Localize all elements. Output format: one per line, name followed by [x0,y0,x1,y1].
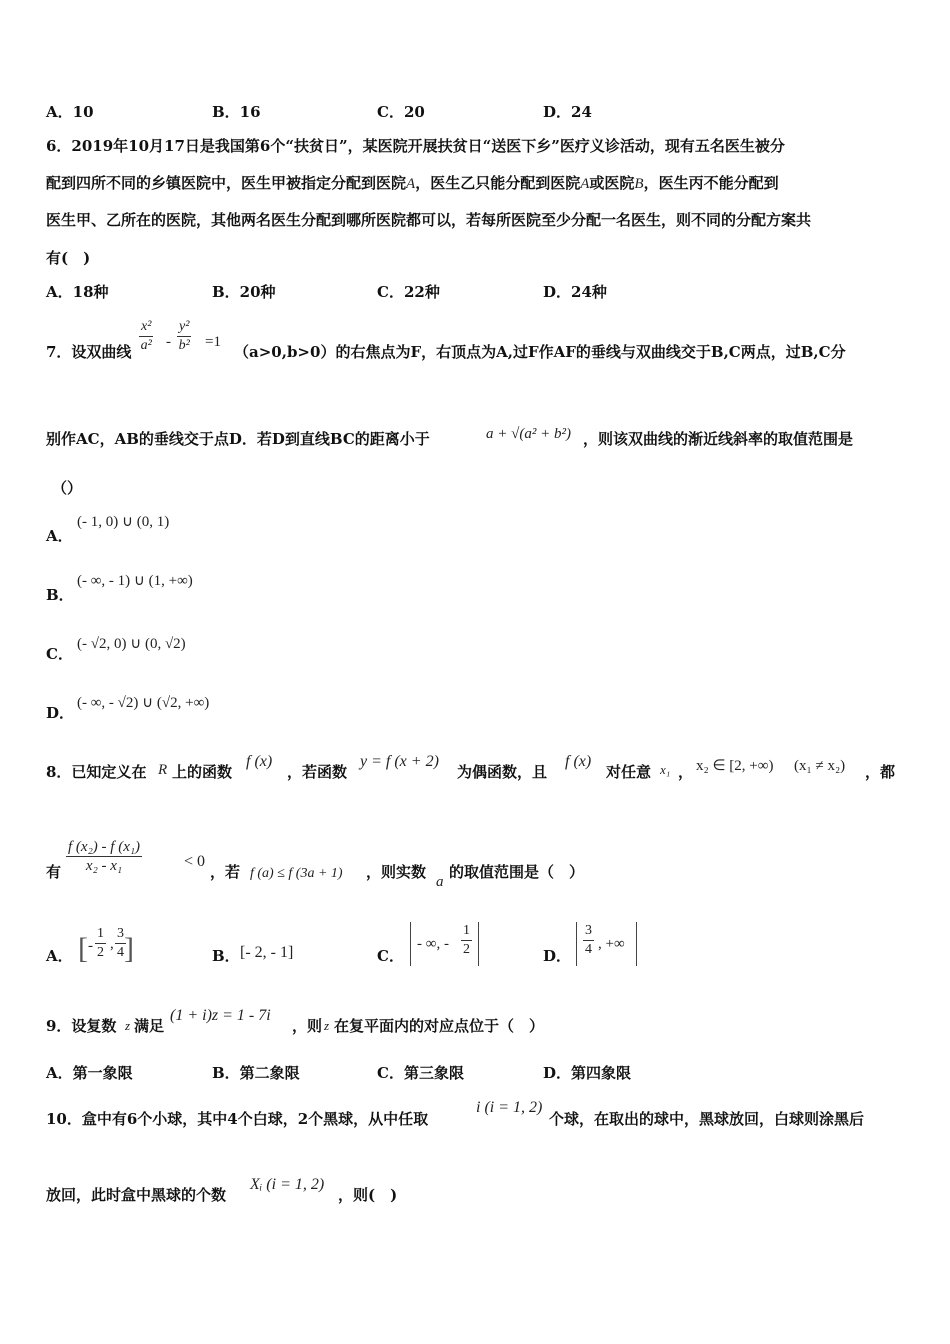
q8-y-eq: y = f (x + 2) [360,753,439,770]
q8-line-1c: ，若函数 [287,763,348,781]
q5-option-a: A．10 [46,103,94,121]
q8-inequality: f (a) ≤ f (3a + 1) [250,866,343,881]
q7-frac-x: $\frac{\text{x²}}{\text{a²}}$ [140,319,152,353]
q6-option-c: C．22种 [377,283,440,301]
q7-prefix: 7．设双曲线 [46,343,132,361]
q8-line-1b: 上的函数 [172,763,233,781]
q10-part-b: 个球，在取出的球中，黑球放回，白球则涂黑后 [549,1110,865,1128]
q7-option-c-label: C． [46,645,73,663]
q8-option-b-label: B． [212,947,240,965]
q9-part-d: 在复平面内的对应点位于（ ） [334,1017,545,1035]
q7-paren: （） [52,479,83,497]
q10-Xi: Xᵢ (i = 1, 2) [250,1176,325,1193]
q10-part-d: ，则( ) [338,1186,398,1204]
q8-comma: ， [678,763,694,781]
q9-part-c: ，则 [292,1017,323,1035]
q9-option-b: B．第二象限 [212,1064,300,1082]
q9-equation: (1 + i)z = 1 - 7i [170,1007,271,1024]
q7-condition: （a>0,b>0）的右焦点为F，右顶点为A,过F作AF的垂线与双曲线交于B,C两点，过B,C分 [234,343,846,361]
q8-line-1d: 为偶函数，且 [457,763,548,781]
q6-line-3: 医生甲、乙所在的医院，其他两名医生分配到哪所医院都可以，若每所医院至少分配一名医生，则不同的分配方案共 [46,211,812,229]
q5-option-b: B．16 [212,103,261,121]
q8-line-2b: ，则实数 [366,863,427,881]
q8-option-d-label: D． [543,947,572,965]
q8-R: R [158,762,168,778]
q8-fx-2: f (x) [565,753,592,770]
q9-option-a: A．第一象限 [46,1064,133,1082]
q6-option-d: D．24种 [543,283,607,301]
q10-part-a: 10．盒中有6个小球，其中4个白球，2个黑球，从中任取 [46,1110,429,1128]
q5-option-d: D．24 [543,103,592,121]
q7-option-c-value: (- √2, 0) ∪ (0, √2) [77,636,186,652]
q8-fx: f (x) [246,753,273,770]
q9-option-d: D．第四象限 [543,1064,632,1082]
q10-i-range: i (i = 1, 2) [476,1099,543,1116]
q6-line-4: 有( ) [46,249,91,267]
q5-option-c: C．20 [377,103,425,121]
q8-x1: x₁ [660,762,671,777]
q7-frac-y: $\frac{\text{y²}}{\text{b²}}$ [178,319,190,353]
q9-z-2: z [324,1018,330,1033]
q8-less-than-zero: < 0 [184,853,206,870]
q7-option-b-value: (- ∞, - 1) ∪ (1, +∞) [77,573,193,589]
q7-option-a-value: (- 1, 0) ∪ (0, 1) [77,514,170,530]
q7-minus: - [166,334,171,350]
q7-option-d-value: (- ∞, - √2) ∪ (√2, +∞) [77,695,210,711]
q7-line-2a: 别作AC，AB的垂线交于点D．若D到直线BC的距离小于 [46,430,430,448]
q8-x2-set: x₂ ∈ [2, +∞) [696,758,774,774]
q8-line-2a: ，若 [210,863,241,881]
q8-line-1e: 对任意 [606,763,652,781]
q6-option-a: A．18种 [46,283,109,301]
q9-z: z [125,1018,131,1033]
q6-line-1: 6．2019年10月17日是我国第6个“扶贫日”，某医院开展扶贫日“送医下乡”医疗义诊活动，现有五名医生被分 [46,137,785,155]
q7-line-2b: ，则该双曲线的渐近线斜率的取值范围是 [583,430,854,448]
q8-option-c-label: C． [377,947,404,965]
q9-part-a: 9．设复数 [46,1017,117,1035]
q8-line-2c: 的取值范围是（ ） [449,863,585,881]
q7-option-a-label: A． [46,527,73,545]
q8-you: 有 [46,863,62,881]
q8-option-b-value: [- 2, - 1] [240,944,294,961]
q8-x1-neq-x2: (x₁ ≠ x₂) [794,758,846,774]
q9-option-c: C．第三象限 [377,1064,464,1082]
q8-a: a [436,874,444,890]
q7-option-b-label: B． [46,586,74,604]
q6-line-2: 配到四所不同的乡镇医院中，医生甲被指定分配到医院A，医生乙只能分配到医院A或医院B，医生丙不能分配到 [46,174,779,192]
q7-eq-rhs: =1 [205,334,221,350]
q9-part-b: 满足 [134,1017,165,1035]
q10-part-c: 放回，此时盒中黑球的个数 [46,1186,227,1204]
q7-option-d-label: D． [46,704,75,722]
q7-distance: a + √(a² + b²) [486,426,571,442]
q8-line-1f: ，都 [865,763,896,781]
q8-diff-quotient: $\frac{\text{f (x₂) - f (x₁)}}{\text{x₂ - x₁}}$ [68,839,141,874]
q6-option-b: B．20种 [212,283,276,301]
q8-option-a-label: A． [46,947,73,965]
q8-line-1a: 8．已知定义在 [46,763,147,781]
